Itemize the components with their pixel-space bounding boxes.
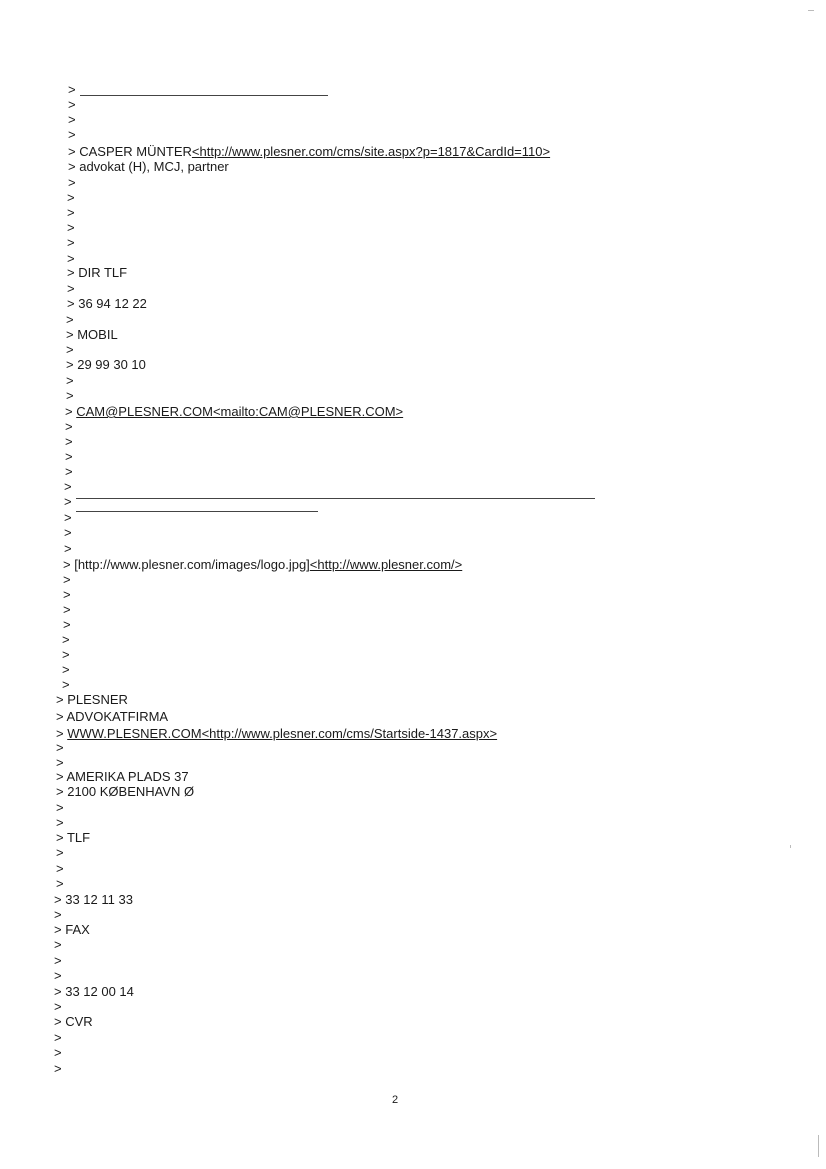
quote-marker: >	[62, 632, 70, 647]
quote-marker: >	[54, 892, 66, 907]
quote-marker: >	[68, 159, 80, 174]
street-line	[56, 769, 189, 784]
quote-marker: >	[66, 327, 78, 342]
quote-marker: >	[68, 112, 76, 127]
separator-line	[76, 498, 595, 499]
separator-line	[80, 95, 328, 96]
quote-marker: >	[64, 525, 72, 540]
quote-marker: >	[67, 205, 75, 220]
quote-marker: >	[67, 281, 75, 296]
email-link[interactable]: CAM@PLESNER.COM	[76, 404, 213, 419]
contact-title: advokat (H), MCJ, partner	[79, 159, 229, 174]
quote-marker: >	[63, 587, 71, 602]
contact-name: CASPER MÜNTER	[79, 144, 192, 159]
quote-marker: >	[68, 144, 80, 159]
firm-city: 2100 KØBENHAVN Ø	[67, 784, 195, 799]
logo-link[interactable]: <http://www.plesner.com/>	[309, 557, 463, 572]
quote-marker: >	[67, 220, 75, 235]
fax-value: 33 12 00 14	[65, 984, 134, 999]
scan-mark	[790, 845, 791, 848]
scan-mark	[818, 1135, 819, 1157]
mobil-label-line	[66, 327, 118, 342]
firm-type-line	[56, 709, 168, 724]
quote-marker: >	[56, 845, 64, 860]
dir-tlf-line	[67, 296, 147, 311]
firm-web-line	[56, 726, 497, 741]
cvr-label-line	[54, 1014, 93, 1029]
quote-marker: >	[54, 1045, 62, 1060]
quote-marker: >	[65, 434, 73, 449]
quote-marker: >	[67, 265, 79, 280]
mobil-value: 29 99 30 10	[77, 357, 146, 372]
cvr-label: CVR	[65, 1014, 93, 1029]
quote-marker: >	[56, 726, 68, 741]
quote-marker: >	[56, 876, 64, 891]
quote-marker: >	[54, 999, 62, 1014]
firm-web-link[interactable]: WWW.PLESNER.COM	[67, 726, 202, 741]
quote-marker: >	[62, 662, 70, 677]
quote-marker: >	[65, 449, 73, 464]
logo-line	[63, 557, 462, 572]
profile-link[interactable]: <http://www.plesner.com/cms/site.aspx?p=1817&CardId=110>	[191, 144, 551, 159]
quote-marker: >	[63, 602, 71, 617]
quote-marker: >	[66, 342, 74, 357]
quote-marker: >	[63, 617, 71, 632]
quote-marker: >	[54, 1014, 66, 1029]
quote-marker: >	[54, 1061, 62, 1076]
mobil-line	[66, 357, 146, 372]
quote-marker: >	[56, 800, 64, 815]
quote-marker: >	[54, 1030, 62, 1045]
firm-name-line	[56, 692, 128, 707]
quote-marker: >	[68, 175, 76, 190]
dir-tlf-label: DIR TLF	[78, 265, 128, 280]
quote-marker: >	[64, 479, 72, 494]
dir-tlf-label-line	[67, 265, 127, 280]
dir-tlf-value: 36 94 12 22	[78, 296, 147, 311]
quote-marker: >	[56, 692, 68, 707]
tlf-value: 33 12 11 33	[65, 892, 133, 907]
mailto-link[interactable]: <mailto:CAM@PLESNER.COM>	[212, 404, 404, 419]
quote-marker: >	[56, 815, 64, 830]
mobil-label: MOBIL	[77, 327, 118, 342]
quote-marker: >	[54, 984, 66, 999]
quote-marker: >	[67, 235, 75, 250]
quote-marker: >	[68, 82, 76, 97]
tlf-label: TLF	[66, 830, 91, 845]
logo-image-ref: [http://www.plesner.com/images/logo.jpg]	[74, 557, 310, 572]
quote-marker: >	[68, 97, 76, 112]
quote-marker: >	[54, 907, 62, 922]
quote-marker: >	[66, 312, 74, 327]
fax-line	[54, 984, 134, 999]
page-number: 2	[392, 1094, 399, 1106]
quote-marker: >	[56, 709, 67, 724]
quote-marker: >	[65, 419, 73, 434]
firm-street: AMERIKA PLADS 37	[66, 769, 189, 784]
contact-name-line	[68, 144, 550, 159]
quote-marker: >	[66, 373, 74, 388]
quote-marker: >	[54, 922, 66, 937]
quote-marker: >	[62, 677, 70, 692]
quote-marker: >	[64, 541, 72, 556]
quote-marker: >	[54, 968, 62, 983]
quote-marker: >	[67, 190, 75, 205]
fax-label: FAX	[65, 922, 90, 937]
quote-marker: >	[66, 388, 74, 403]
quote-marker: >	[56, 784, 68, 799]
email-line	[65, 404, 403, 419]
quote-marker: >	[56, 861, 64, 876]
quote-marker: >	[63, 572, 71, 587]
separator-line	[76, 511, 318, 512]
quote-marker: >	[67, 296, 79, 311]
quote-marker: >	[68, 127, 76, 142]
tlf-label-line	[56, 830, 90, 845]
quote-marker: >	[65, 404, 77, 419]
quote-marker: >	[62, 647, 70, 662]
quote-marker: >	[63, 557, 75, 572]
quote-marker: >	[66, 357, 78, 372]
quote-marker: >	[67, 251, 75, 266]
quote-marker: >	[64, 510, 72, 525]
quote-marker: >	[54, 937, 62, 952]
contact-title-line	[68, 159, 229, 174]
scan-mark	[808, 10, 814, 11]
tlf-line	[54, 892, 133, 907]
fax-label-line	[54, 922, 90, 937]
firm-type: ADVOKATFIRMA	[66, 709, 169, 724]
firm-web-url[interactable]: <http://www.plesner.com/cms/Startside-1437.aspx>	[201, 726, 498, 741]
quote-marker: >	[56, 755, 64, 770]
firm-name: PLESNER	[67, 692, 128, 707]
city-line	[56, 784, 194, 799]
quote-marker: >	[65, 464, 73, 479]
quote-marker: >	[56, 769, 67, 784]
quote-marker: >	[64, 494, 72, 509]
quote-marker: >	[56, 830, 67, 845]
quote-marker: >	[56, 740, 64, 755]
quote-marker: >	[54, 953, 62, 968]
